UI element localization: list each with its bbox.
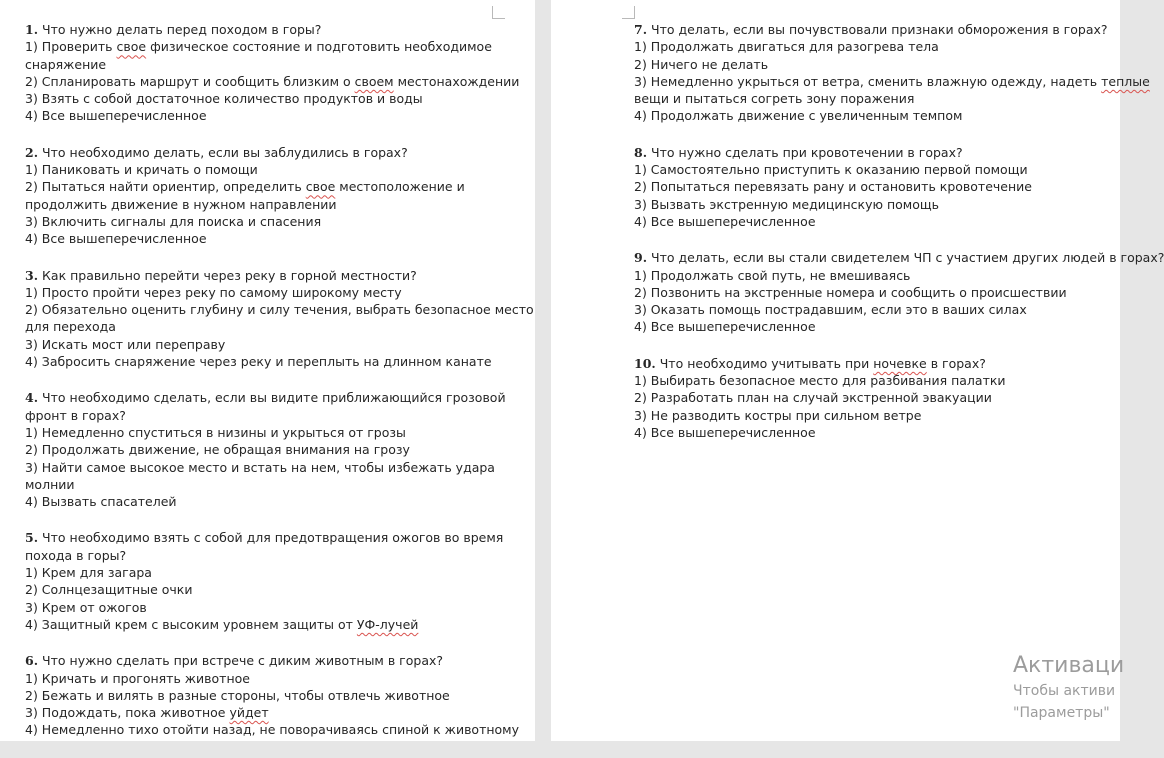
text-run: 2) Бежать и вилять в разные стороны, чтобы отвлечь животное: [25, 687, 450, 703]
answer-line: [25, 38, 495, 55]
text-run: 3) Взять с собой достаточное количество продуктов и воды: [25, 91, 423, 107]
answer-line: [25, 424, 495, 441]
answer-line: [25, 336, 495, 353]
answer-line: [25, 493, 495, 510]
text-run: физическое состояние и подготовить необходимое: [146, 39, 492, 55]
text-run: 4) Все вышеперечисленное: [25, 231, 207, 247]
question-text: [25, 652, 495, 669]
text-run: 1) Самостоятельно приступить к оказанию первой помощи: [634, 162, 1028, 178]
question-block: [634, 144, 1114, 230]
answer-line: [25, 547, 495, 564]
text-run: 2) Позвонить на экстренные номера и сообщить о происшествии: [634, 284, 1067, 300]
text-run: фронт в горах?: [25, 407, 126, 423]
text-run: Что нужно делать перед походом в горы?: [42, 22, 322, 37]
question-number: 4.: [25, 390, 39, 406]
answer-line: [25, 599, 495, 616]
text-run: 3) Искать мост или переправу: [25, 336, 226, 352]
question-text: [25, 389, 506, 406]
answer-line: [25, 230, 495, 247]
question-text: [25, 144, 495, 161]
text-run: 2) Продолжать движение, не обращая внимания на грозу: [25, 442, 410, 458]
text-run: 3) Включить сигналы для поиска и спасения: [25, 213, 322, 229]
text-run: 1) Крем для загара: [25, 565, 152, 581]
text-run: 2) Солнцезащитные очки: [25, 582, 193, 598]
question-block: [634, 21, 1150, 125]
answer-line: [25, 687, 495, 704]
answer-line: [25, 476, 495, 493]
text-run: Что необходимо делать, если вы заблудились в горах?: [42, 144, 408, 160]
question-block: [634, 249, 1164, 335]
spellcheck-word: ночевке: [873, 355, 927, 371]
answer-line: [25, 107, 495, 124]
text-run: 4) Все вышеперечисленное: [634, 424, 816, 440]
text-run: 2) Ничего не делать: [634, 56, 769, 72]
question-block: [25, 529, 504, 633]
answer-line: [25, 721, 520, 738]
text-run: 3) Вызвать экстренную медицинскую помощь: [634, 196, 940, 212]
text-run: Что нужно сделать при встрече с диким животным в горах?: [42, 653, 444, 669]
text-run: 3) Крем от ожогов: [25, 599, 147, 615]
text-run: 1) Выбирать безопасное место для разбивания палатки: [634, 373, 1006, 389]
text-run: в горах?: [926, 355, 986, 371]
answer-line: [634, 38, 1114, 55]
answer-line: [25, 670, 495, 687]
question-number: 5.: [25, 530, 39, 546]
spellcheck-word: свое: [116, 39, 147, 55]
text-run: 4) Все вышеперечисленное: [634, 213, 816, 229]
text-run: 1) Просто пройти через реку по самому широкому месту: [25, 284, 402, 300]
spellcheck-word: свое: [305, 179, 336, 195]
answer-line: [25, 704, 495, 721]
question-number: 3.: [25, 267, 39, 283]
question-block: [25, 21, 520, 125]
answer-line: [634, 318, 1114, 335]
answer-line: [25, 161, 495, 178]
text-run: 4) Продолжать движение с увеличенным темпом: [634, 108, 963, 124]
answer-line: [25, 564, 495, 581]
answer-line: [634, 267, 1114, 284]
text-run: похода в горы?: [25, 547, 127, 563]
answer-line: [25, 301, 534, 318]
text-run: продолжить движение в нужном направлении: [25, 196, 337, 212]
answer-line: [25, 73, 520, 90]
text-run: снаряжение: [25, 56, 107, 72]
questions-column-right[interactable]: [634, 21, 1164, 460]
answer-line: [25, 56, 495, 73]
question-text: [25, 21, 495, 38]
text-run: 4) Защитный крем с высоким уровнем защиты от: [25, 616, 357, 632]
text-run: 4) Все вышеперечисленное: [634, 319, 816, 335]
activation-title: Активаци: [1013, 653, 1125, 678]
text-run: местоположение и: [335, 179, 465, 195]
text-run: 3) Подождать, пока животное: [25, 705, 230, 721]
spellcheck-word: УФ-лучей: [356, 616, 419, 632]
text-run: Что делать, если вы почувствовали признаки обморожения в горах?: [651, 22, 1108, 37]
text-run: 4) Вызвать спасателей: [25, 494, 177, 510]
text-run: 3) Не разводить костры при сильном ветре: [634, 407, 922, 423]
text-run: Что необходимо взять с собой для предотвращения ожогов во время: [42, 530, 504, 546]
question-number: 6.: [25, 653, 39, 669]
text-run: 1) Продолжать свой путь, не вмешиваясь: [634, 267, 911, 283]
answer-line: [634, 372, 1114, 389]
answer-line: [634, 284, 1114, 301]
answer-line: [25, 90, 495, 107]
text-run: 2) Пытаться найти ориентир, определить: [25, 179, 306, 195]
text-run: вещи и пытаться согреть зону поражения: [634, 91, 915, 107]
answer-line: [634, 389, 1114, 406]
spellcheck-word: своем: [354, 73, 394, 89]
text-run: 4) Немедленно тихо отойти назад, не поворачиваясь спиной к животному: [25, 722, 520, 738]
answer-line: [25, 581, 495, 598]
question-text: [634, 355, 1114, 372]
text-run: 2) Обязательно оценить глубину и силу течения, выбрать безопасное место: [25, 302, 534, 318]
answer-line: [25, 353, 495, 370]
answer-line: [25, 196, 495, 213]
text-run: 2) Разработать план на случай экстренной эвакуации: [634, 390, 992, 406]
text-run: 1) Проверить: [25, 39, 117, 55]
answer-line: [25, 213, 495, 230]
activation-line: Чтобы активи: [1013, 683, 1116, 699]
question-number: 10.: [634, 355, 656, 371]
spellcheck-word: уйдет: [229, 705, 269, 721]
answer-line: [25, 441, 495, 458]
answer-line: [634, 73, 1150, 90]
text-run: Что делать, если вы стали свидетелем ЧП с участием других людей в горах?: [651, 250, 1164, 266]
question-number: 8.: [634, 144, 648, 160]
answer-line: [25, 178, 495, 195]
text-run: 1) Немедленно спуститься в низины и укрыться от грозы: [25, 424, 406, 440]
activation-line: "Параметры": [1013, 705, 1110, 721]
text-run: молнии: [25, 476, 75, 492]
question-number: 9.: [634, 250, 648, 266]
windows-activation-watermark: [1013, 652, 1124, 724]
question-block: [25, 267, 534, 371]
question-block: [25, 652, 520, 738]
answer-line: [25, 407, 495, 424]
question-text: [25, 267, 495, 284]
text-run: местонахождении: [393, 73, 520, 89]
answer-line: [634, 213, 1114, 230]
answer-line: [634, 178, 1114, 195]
answer-line: [25, 459, 495, 476]
text-run: 1) Паниковать и кричать о помощи: [25, 162, 258, 178]
answer-line: [634, 56, 1114, 73]
text-run: для перехода: [25, 319, 116, 335]
text-run: 2) Попытаться перевязать рану и остановить кровотечение: [634, 179, 1032, 195]
text-run: Что необходимо учитывать при: [659, 355, 874, 371]
text-run: 1) Кричать и прогонять животное: [25, 670, 250, 686]
question-block: [25, 144, 495, 248]
text-run: 1) Продолжать двигаться для разогрева тела: [634, 39, 939, 55]
text-run: 3) Немедленно укрыться от ветра, сменить влажную одежду, надеть: [634, 73, 1102, 89]
text-run: 3) Оказать помощь пострадавшим, если это в ваших силах: [634, 302, 1027, 318]
answer-line: [25, 284, 495, 301]
answer-line: [634, 301, 1114, 318]
text-run: 4) Забросить снаряжение через реку и переплыть на длинном канате: [25, 354, 492, 370]
text-run: 2) Спланировать маршрут и сообщить близким о: [25, 73, 355, 89]
questions-column-left[interactable]: [25, 21, 534, 758]
question-text: [634, 249, 1164, 266]
question-block: [634, 355, 1114, 441]
answer-line: [25, 616, 495, 633]
answer-line: [634, 107, 1114, 124]
answer-line: [634, 196, 1114, 213]
question-number: 2.: [25, 144, 39, 160]
question-text: [634, 21, 1114, 38]
text-run: 4) Все вышеперечисленное: [25, 108, 207, 124]
spellcheck-word: теплые: [1101, 73, 1150, 89]
text-run: Что нужно сделать при кровотечении в горах?: [651, 144, 963, 160]
text-run: Как правильно перейти через реку в горной местности?: [42, 267, 417, 283]
text-run: Что необходимо сделать, если вы видите приближающийся грозовой: [42, 390, 506, 406]
answer-line: [634, 161, 1114, 178]
question-number: 1.: [25, 22, 39, 37]
text-run: 3) Найти самое высокое место и встать на нем, чтобы избежать удара: [25, 459, 495, 475]
answer-line: [25, 318, 495, 335]
question-block: [25, 389, 506, 510]
question-text: [25, 529, 504, 546]
answer-line: [634, 407, 1114, 424]
answer-line: [634, 424, 1114, 441]
answer-line: [634, 90, 1114, 107]
question-number: 7.: [634, 22, 648, 37]
question-text: [634, 144, 1114, 161]
